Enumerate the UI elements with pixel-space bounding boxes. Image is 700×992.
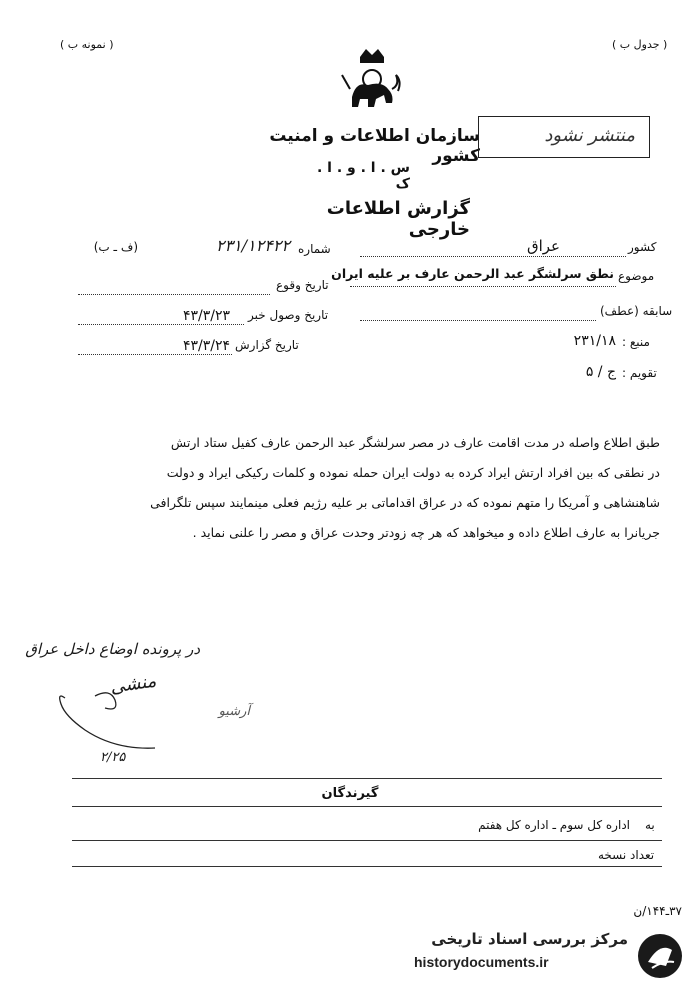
report-body <box>60 428 660 548</box>
event-date-label: تاریخ وقوع <box>276 278 329 292</box>
organization-name: سازمان اطلاعات و امنیت کشور <box>269 126 480 166</box>
form-code-left: ( نمونه ب ) <box>60 38 114 51</box>
stamp-text: منتشر نشود <box>544 125 635 146</box>
country-value: عراق <box>526 237 560 255</box>
body-line: طبق اطلاع واصله در مدت اقامت عارف در مصر سرلشگر عبد الرحمن عارف کفیل ستاد ارتش <box>170 435 660 450</box>
form-code-right: ( جدول ب ) <box>612 38 668 51</box>
handwritten-signature: منشی <box>108 670 158 698</box>
body-line: جریانرا به عارف اطلاع داده و میخواهد که هر چه زودتر وحدت عراق و مصر را علنی نماید . <box>192 525 660 540</box>
form-number: ۳۷ـ۱۴۴/ن <box>633 904 682 918</box>
reference-label: سابقه (عطف) <box>600 304 673 318</box>
source-value: ۲۳۱/۱۸ <box>573 333 616 349</box>
copies-label: تعداد نسخه <box>598 848 655 862</box>
received-date-label: تاریخ وصول خبر <box>248 308 329 322</box>
number-suffix: (ف ـ ب) <box>93 240 138 254</box>
evaluation-value: ج / ۵ <box>585 364 616 380</box>
recipients-to-value: اداره کل سوم ـ اداره کل هفتم <box>478 818 630 832</box>
archive-logo-icon <box>636 932 684 980</box>
report-date-label: تاریخ گزارش <box>235 338 299 352</box>
body-line: شاهنشاهی و آمریکا را متهم نموده که در عراق اقداماتی بر علیه رژیم فعلی مینمایند سپس تلگرافی <box>150 495 660 510</box>
recipients-to-label: به <box>645 818 655 832</box>
lion-and-sun-emblem <box>338 45 406 117</box>
recipients-title: گیرندگان <box>321 786 379 801</box>
handwritten-date-mark: ۲/۲۵ <box>100 750 126 765</box>
watermark-url: historydocuments.ir <box>414 954 549 970</box>
number-value: ۲۳۱/۱۲۴۲۲ <box>215 236 290 255</box>
source-label: منبع : <box>622 335 650 349</box>
number-label: شماره <box>298 242 331 256</box>
country-label: کشور <box>628 240 657 254</box>
body-line: در نطقی که بین افراد ارتش ایراد کرده به دولت ایران حمله نموده و کلمات رکیکی ایراد و دولت <box>166 465 660 480</box>
subject-value: نطق سرلشگر عبد الرحمن عارف بر علیه ایران <box>331 266 614 281</box>
watermark <box>400 930 690 984</box>
stamp-box <box>478 116 650 158</box>
subject-label: موضوع <box>618 269 655 283</box>
watermark-title: مرکز بررسی اسناد تاریخی <box>431 930 628 948</box>
evaluation-label: تقویم : <box>622 366 657 380</box>
report-title: گزارش اطلاعات خارجی <box>326 198 470 240</box>
org-code: س . ا . و . ا . ک <box>316 160 410 192</box>
handwritten-name-note: آرشیو <box>218 704 250 719</box>
received-date-value: ۴۳/۳/۲۳ <box>182 308 230 324</box>
handwritten-note: در پرونده اوضاع داخل عراق <box>25 640 200 658</box>
report-date-value: ۴۳/۳/۲۴ <box>182 338 230 354</box>
